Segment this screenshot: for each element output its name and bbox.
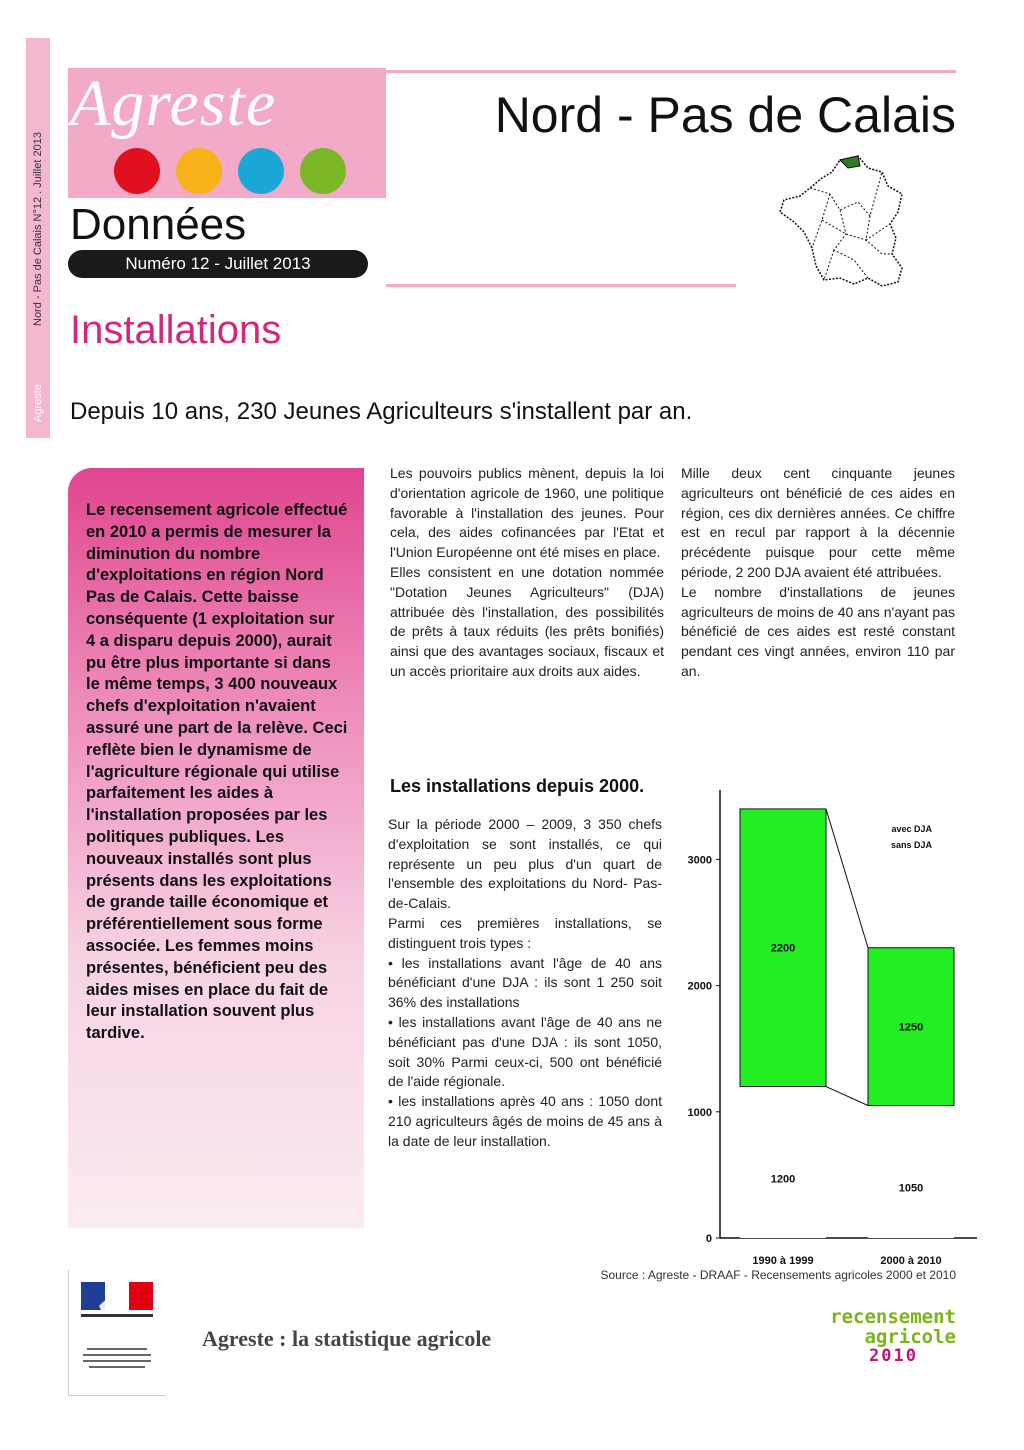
bullet-item: • les installations après 40 ans : 1050 dont 210 agriculteurs âgés de moins de 45 ans à la date de leur installation. xyxy=(388,1093,662,1149)
france-map-icon xyxy=(770,150,920,295)
legend-entry: avec DJA xyxy=(891,824,932,834)
column-right xyxy=(681,464,955,682)
region-title: Nord - Pas de Calais xyxy=(494,87,956,143)
header-rule-lower xyxy=(386,284,736,287)
side-strip-label: Nord - Pas de Calais N°12 . Juillet 2013 xyxy=(32,132,44,326)
section-title: Les installations depuis 2000. xyxy=(390,776,645,796)
topic-subtitle: Depuis 10 ans, 230 Jeunes Agriculteurs s'installent par an. xyxy=(70,398,693,425)
category-label: 2000 à 2010 xyxy=(880,1255,942,1267)
paragraph: Le nombre d'installations de jeunes agriculteurs de moins de 40 ans n'ayant pas bénéficié de ces aides est resté constant pendant ces vingt années, environ 110 par an. xyxy=(681,583,955,679)
data-label: 1250 xyxy=(898,1021,924,1034)
y-tick-label: 3000 xyxy=(687,854,712,867)
summary-text: Le recensement agricole effectué en 2010 a permis de mesurer la diminution du nombre d'exploitations en région Nord Pas de Calais. Cette baisse conséquente (1 exploitation sur 4 a disparu depuis 2000), aurait pu être plus importante si dans le même temps, 3 400 nouveaux chefs d'exploitation n'avaient assuré une part de la relève. Ceci reflète bien le dynamisme de l'agriculture régionale qui utilise parfaitement les aides à l'installation proposées par les politiques publiques. Les nouveaux installés sont plus présents dans les exploitations de grande taille économique et préférentiellement sous forme associée. Les femmes moins présentes, bénéficient peu des aides mises en place du fait de leur installation souvent plus tardive. xyxy=(86,501,348,1043)
yellow-dot-icon xyxy=(176,148,222,194)
data-label: 1050 xyxy=(898,1182,924,1195)
connector-line xyxy=(826,1087,868,1106)
publication-title: Données xyxy=(70,200,247,249)
legend-entry: sans DJA xyxy=(890,840,932,850)
data-label: 1200 xyxy=(770,1173,796,1186)
footer-tagline: Agreste : la statistique agricole xyxy=(202,1326,492,1351)
side-strip-text xyxy=(26,38,50,338)
column-middle xyxy=(390,464,664,682)
bar-sans-dja xyxy=(740,1087,826,1238)
census-logo-year: 2010 xyxy=(869,1346,918,1366)
paragraph: Parmi ces premières installations, se distinguent trois types : xyxy=(388,914,662,951)
topic-title: Installations xyxy=(70,308,282,352)
installations-chart xyxy=(672,780,992,1270)
y-tick-label: 2000 xyxy=(687,980,712,993)
y-tick-label: 0 xyxy=(705,1233,712,1245)
census-logo-line1: recensement xyxy=(830,1306,956,1328)
bullet-item: • les installations avant l'âge de 40 ans ne bénéficiant pas d'une DJA : ils sont 1050, soit 30% Parmi ceux-ci, 500 ont bénéficié de l'aide régionale. xyxy=(388,1013,662,1090)
header-rule xyxy=(386,70,956,73)
section-body xyxy=(388,815,662,1152)
census-logo-line2: agricole xyxy=(864,1326,956,1348)
chart-source: Source : Agreste - DRAAF - Recensements agricoles 2000 et 2010 xyxy=(600,1268,956,1282)
blue-dot-icon xyxy=(238,148,284,194)
connector-line xyxy=(826,809,868,948)
side-strip-brand-label: Agreste xyxy=(32,384,44,422)
paragraph: Elles consistent en une dotation nommée "Dotation Jeunes Agriculteurs" (DJA) attribuée dès l'installation, des possibilités de prêts à taux réduits (les prêts bonifiés) ainsi que des avantages sociaux, fiscaux et un accès prioritaire aux droits aux aides. xyxy=(390,563,664,679)
green-dot-icon xyxy=(300,148,346,194)
paragraph: Les pouvoirs publics mènent, depuis la loi d'orientation agricole de 1960, une politique favorable à l'installation des jeunes. Pour cela, des aides cofinancées par l'Etat et l'Union Européenne ont été mises en place. xyxy=(390,465,664,561)
paragraph: Sur la période 2000 – 2009, 3 350 chefs d'exploitation se sont installés, ce qui représente un peu plus d'un quart de l'ensemble des exploitations du Nord- Pas-de-Calais. xyxy=(388,816,662,912)
agreste-logo: Agreste xyxy=(70,67,277,140)
category-label: 1990 à 1999 xyxy=(752,1255,814,1267)
side-strip-brand xyxy=(26,370,50,438)
bullet-item: • les installations avant l'âge de 40 ans bénéficiant d'une DJA : ils sont 1 250 soit 36% des installations xyxy=(388,954,662,1011)
paragraph: Mille deux cent cinquante jeunes agriculteurs ont bénéficié de ces aides en région, ces dix dernières années. Ce chiffre est en recul par rapport à la décennie précédente puisque pour cette même période, 2 200 DJA avaient été attribuées. xyxy=(681,465,955,580)
bar-sans-dja xyxy=(868,1105,954,1238)
data-label: 2200 xyxy=(770,942,796,955)
republique-francaise-logo xyxy=(68,1270,165,1396)
y-tick-label: 1000 xyxy=(687,1106,712,1119)
issue-badge: Numéro 12 - Juillet 2013 xyxy=(68,250,368,278)
red-dot-icon xyxy=(114,148,160,194)
